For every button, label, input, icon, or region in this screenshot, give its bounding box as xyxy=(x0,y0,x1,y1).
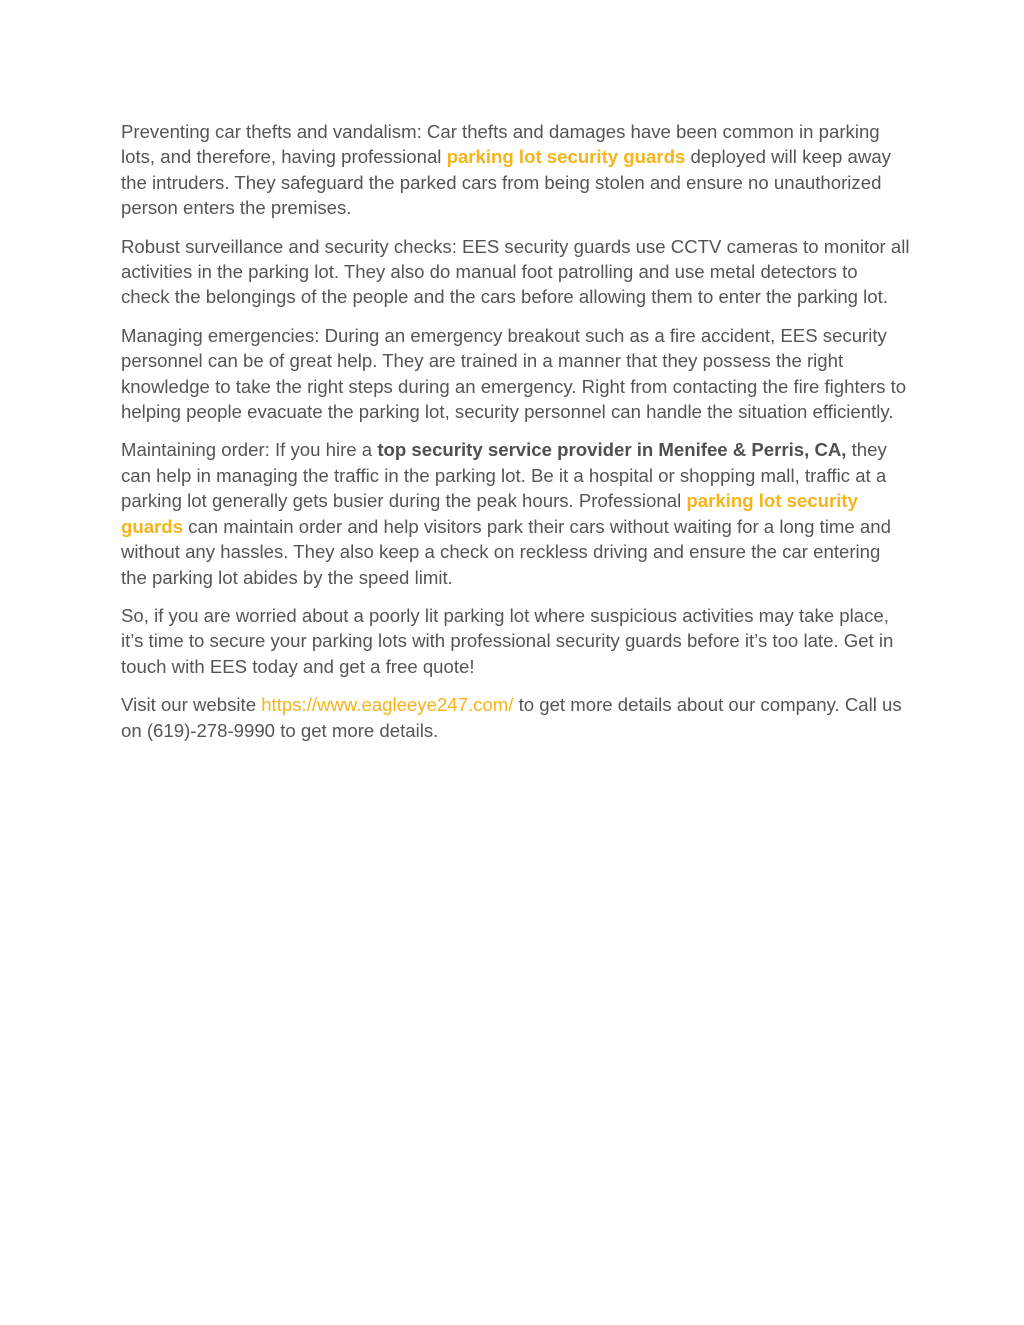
bold-phrase: top security service provider in Menifee & Perris, CA, xyxy=(377,439,847,461)
paragraph-text: they can help in managing the traffic in the parking lot. Be it a hospital or shopping mall, traffic at a parking lot generally gets busier during the peak hours. Professional xyxy=(121,439,887,512)
paragraph-text: Maintaining order: If you hire a xyxy=(121,439,378,461)
paragraph-text: to get more details about our company. Call us on (619)-278-9990 to get more details. xyxy=(121,694,902,741)
paragraph-maintaining-order xyxy=(121,437,911,589)
paragraph-car-thefts xyxy=(121,119,911,221)
highlight-keyword: parking lot security guards xyxy=(121,490,858,537)
paragraph-text: Visit our website xyxy=(121,694,262,716)
document-body xyxy=(121,119,911,756)
website-link[interactable]: https://www.eagleeye247.com/ xyxy=(261,694,514,716)
paragraph-conclusion xyxy=(121,603,911,679)
paragraph-text: Managing emergencies: During an emergency breakout such as a fire accident, EES security personnel can be of great help. They are trained in a manner that they possess the right knowledge to take the right steps during an emergency. Right from contacting the fire fighters to helping people evacuate the parking lot, security personnel can handle the situation efficiently. xyxy=(121,324,907,423)
paragraph-emergencies xyxy=(121,323,911,425)
highlight-keyword: parking lot security guards xyxy=(446,146,686,168)
paragraph-contact xyxy=(121,692,911,743)
paragraph-surveillance xyxy=(121,234,911,310)
paragraph-text: can maintain order and help visitors park their cars without waiting for a long time and without any hassles. They also keep a check on reckless driving and ensure the car entering the parking lot abides by the speed limit. xyxy=(121,515,891,588)
paragraph-text: deployed will keep away the intruders. They safeguard the parked cars from being stolen and ensure no unauthorized person enters the premises. xyxy=(121,146,891,219)
paragraph-text: So, if you are worried about a poorly lit parking lot where suspicious activities may take place, it’s time to secure your parking lots with professional security guards before it’s too late. Get in touch with EES today and get a free quote! xyxy=(121,604,894,677)
paragraph-text: Preventing car thefts and vandalism: Car thefts and damages have been common in parking lots, and therefore, having professional xyxy=(121,121,880,168)
paragraph-text: Robust surveillance and security checks: EES security guards use CCTV cameras to monitor all activities in the parking lot. They also do manual foot patrolling and use metal detectors to check the belongings of the people and the cars before allowing them to enter the parking lot. xyxy=(121,235,910,308)
